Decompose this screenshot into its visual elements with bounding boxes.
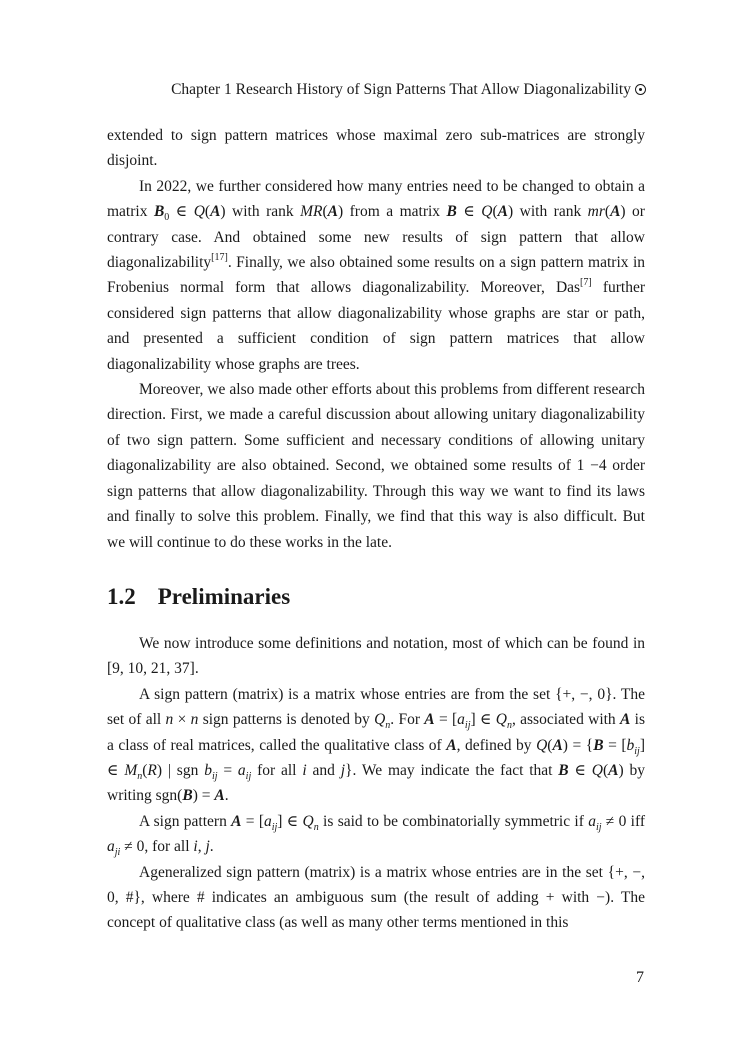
page-number: 7 — [636, 969, 644, 986]
running-header — [171, 80, 646, 100]
body-text — [107, 123, 645, 555]
paragraph: We now introduce some definitions and notation, most of which can be found in [9, 10, 21, 37]. — [107, 635, 645, 678]
paragraph: Ageneralized sign pattern (matrix) is a matrix whose entries are in the set {+, −, 0, #}, where # indicates an ambiguous sum (the result of adding + with −). The concept of qualitative class (as well as many other terms mentioned in this — [107, 863, 645, 932]
running-header-text: Chapter 1 Research History of Sign Patterns That Allow Diagonalizability — [171, 81, 631, 98]
paragraph: A sign pattern $A = [a_{ij}]$ ∈ $Q_n$ is said to be combinatorially symmetric if $a_{ij} \ne 0$ iff $a_{ji} \ne 0$, for all i, j. — [107, 812, 646, 859]
section-title: Preliminaries — [157, 584, 291, 609]
paragraph: extended to sign pattern matrices whose maximal zero sub-matrices are strongly disjoint. — [107, 127, 645, 170]
circle-dot-icon — [635, 84, 646, 95]
paragraph: A sign pattern (matrix) is a matrix whose entries are from the set {+, −, 0}. The set of all n × n sign patterns is denoted by $Q_n$. For $A = [a_{ij}]$ ∈ $Q_n$, associated with A is a class of real matrices, called the qualitative class of A, defined by $Q(A) = \{B = [b_{ij}]$ ∈ $M_n(R)$ | sgn $b_{ij} = a_{ij}$ for all i and j}. We may indicate the fact that B ∈ Q(A) by writing sgn(B) = A. — [107, 685, 646, 805]
section-number: 1.2 — [107, 584, 136, 609]
paragraph: Moreover, we also made other efforts about this problems from different research direction. First, we made a careful discussion about allowing unitary diagonalizability of two sign pattern. Some sufficient and necessary conditions of allowing unitary diagonalizability are also obtained. Second, we obtained some results of 1 −4 order sign patterns that allow diagonalizability. Through this way we want to find its laws and finally to solve this problem. Finally, we find that this way is also difficult. But we will continue to do these works in the late. — [107, 381, 645, 551]
section-text — [107, 631, 645, 936]
section-heading — [107, 582, 290, 612]
paragraph: In 2022, we further considered how many entries need to be changed to obtain a matrix $B_0$ ∈ Q(A) with rank MR(A) from a matrix B ∈ Q(A) with rank mr(A) or contrary case. And obtained some new results of sign pattern that allow diagonalizability[17]. Finally, we also obtained some results on a sign pattern matrix in Frobenius normal form that allows diagonalizability. Moreover, Das[7] further considered sign patterns that allow diagonalizability whose graphs are star or path, and presented a sufficient condition of sign pattern matrices that allow diagonalizability whose graphs are trees. — [107, 177, 646, 373]
